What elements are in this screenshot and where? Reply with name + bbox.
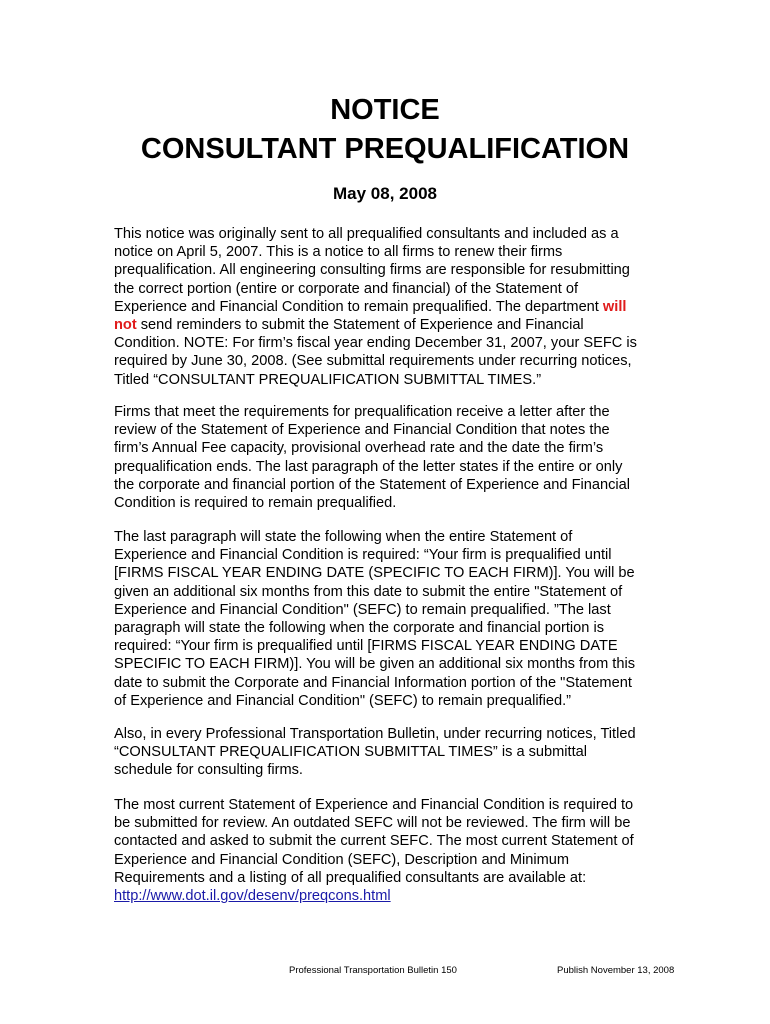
text-line: Firms that meet the requirements for prequalification receive a letter after the bbox=[114, 404, 610, 420]
text-line: This notice was originally sent to all prequalified consultants and included as a bbox=[114, 226, 619, 242]
text-line: Requirements and a listing of all prequalified consultants are available at: bbox=[114, 869, 587, 886]
text-line: Experience and Financial Condition" (SEFC) to remain prequalified. ”The last bbox=[114, 601, 611, 618]
paragraph-4 bbox=[114, 725, 674, 780]
text-line: Experience and Financial Condition is required: “Your firm is prequalified until bbox=[114, 547, 612, 564]
paragraph-3 bbox=[114, 528, 674, 710]
text-line: Also, in every Professional Transportation Bulletin, under recurring notices, Titled bbox=[114, 726, 636, 742]
text-line: given an additional six months from this date to submit the entire "Statement of bbox=[114, 583, 623, 600]
text-line: notice on April 5, 2007. This is a notice to all firms to renew their firms bbox=[114, 244, 563, 261]
text-line: paragraph will state the following when the corporate and financial portion is bbox=[114, 620, 604, 637]
text-line bbox=[114, 316, 674, 334]
text-line: date to submit the Corporate and Financial Information portion of the "Statement bbox=[114, 674, 632, 691]
text-line: The most current Statement of Experience and Financial Condition is required to bbox=[114, 797, 634, 813]
paragraph-2 bbox=[114, 403, 674, 512]
paragraph-1 bbox=[114, 225, 674, 389]
footer-publish-date: Publish November 13, 2008 bbox=[557, 965, 675, 976]
text-line: the correct portion (entire or corporate and financial) of the Statement of bbox=[114, 280, 579, 297]
notice-date: May 08, 2008 bbox=[333, 184, 437, 203]
text-line: contacted and asked to submit the current SEFC. The most current Statement of bbox=[114, 833, 634, 850]
text-line: of Experience and Financial Condition" (SEFC) to remain prequalified.” bbox=[114, 692, 572, 709]
text-line: The last paragraph will state the following when the entire Statement of bbox=[114, 529, 573, 545]
text-line: firm’s Annual Fee capacity, provisional overhead rate and the date the firm’s bbox=[114, 440, 604, 457]
paragraph-5 bbox=[114, 796, 674, 905]
text-line: Experience and Financial Condition (SEFC), Description and Minimum bbox=[114, 851, 570, 868]
notice-subtitle: CONSULTANT PREQUALIFICATION bbox=[140, 133, 630, 165]
text-line bbox=[114, 887, 674, 905]
text-line: prequalification. All engineering consulting firms are responsible for resubmitting bbox=[114, 262, 630, 279]
text-line: SPECIFIC TO EACH FIRM)]. You will be given an additional six months from this bbox=[114, 656, 635, 673]
text-line: required by June 30, 2008. (See submittal requirements under recurring notices, bbox=[114, 353, 632, 370]
notice-title: NOTICE bbox=[330, 94, 440, 126]
footer-bulletin: Professional Transportation Bulletin 150 bbox=[289, 965, 457, 976]
text-segment: send reminders to submit the Statement of Experience and Financial bbox=[136, 317, 584, 334]
text-line: Condition is required to remain prequalified. bbox=[114, 495, 397, 512]
text-segment: Experience and Financial Condition to remain prequalified. The department bbox=[114, 298, 603, 315]
text-line: prequalification ends. The last paragraph of the letter states if the entire or only bbox=[114, 458, 623, 475]
preqcons-link[interactable]: http://www.dot.il.gov/desenv/preqcons.html bbox=[114, 888, 391, 905]
text-line: review of the Statement of Experience and Financial Condition that notes the bbox=[114, 422, 610, 439]
emphasis-not: not bbox=[114, 317, 137, 334]
emphasis-will: will bbox=[602, 298, 627, 315]
text-line bbox=[114, 298, 674, 316]
text-line: Titled “CONSULTANT PREQUALIFICATION SUBMITTAL TIMES.” bbox=[114, 371, 542, 388]
text-line: Condition. NOTE: For firm’s fiscal year ending December 31, 2007, your SEFC is bbox=[114, 335, 637, 352]
text-line: schedule for consulting firms. bbox=[114, 762, 303, 779]
text-line: [FIRMS FISCAL YEAR ENDING DATE (SPECIFIC TO EACH FIRM)]. You will be bbox=[114, 565, 635, 582]
text-line: the corporate and financial portion of the Statement of Experience and Financial bbox=[114, 476, 630, 493]
text-line: be submitted for review. An outdated SEFC will not be reviewed. The firm will be bbox=[114, 815, 631, 832]
text-line: “CONSULTANT PREQUALIFICATION SUBMITTAL TIMES” is a submittal bbox=[114, 744, 588, 761]
text-line: required: “Your firm is prequalified until [FIRMS FISCAL YEAR ENDING DATE bbox=[114, 638, 618, 655]
